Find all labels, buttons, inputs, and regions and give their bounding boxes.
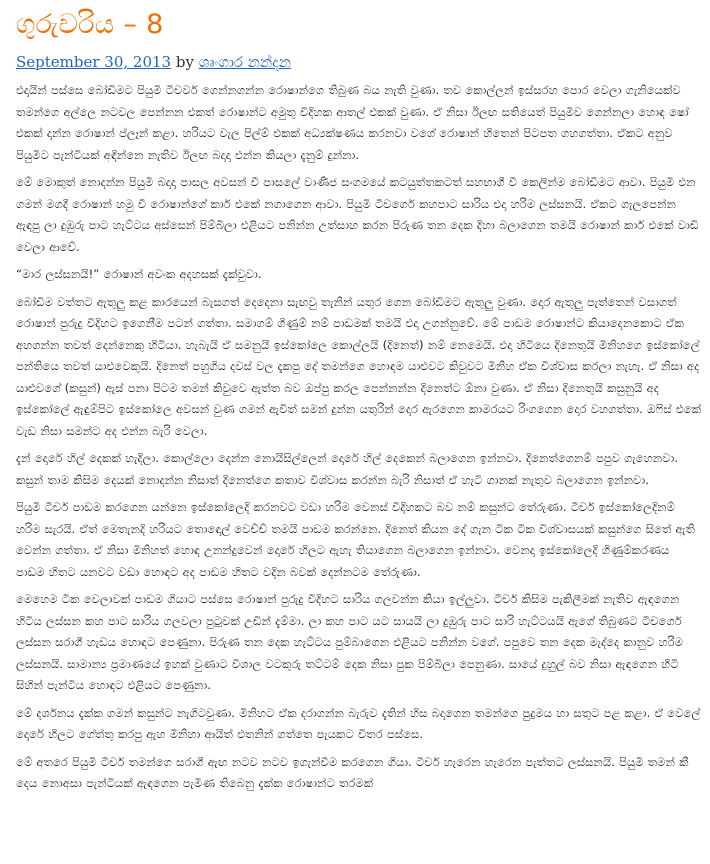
by-label: by	[175, 53, 194, 71]
paragraph: එදායින් පස්සෙ බෝඩිමට පියුමි ටීචර්ව ගෙන්නගන්න රොෂාන්ගෙ තිබුණ බය නැති වුණා. තව කොල්ලන් ඉස්සරහ පොර වෙලා ගැනියෙක්ව තමන්ගෙ අල්ලෙ නටවල පෙන්නන එකත් රොෂාන්ට අමුතු විදිහක ආතල් එකක් වුණා. ඒ නිසා ඊලඟ සතියෙත් පියුමිව ගෙන්නලා හොඳ ෂෝ එකක් දාන්න රොෂාන් ප්ලෑන් කළා. හරියට වැල පිල්ම් එකක් අධ්‍යක්ෂණය කරනවා වගේ රොෂාන් හිතෙන් පිටපත ගහගත්තා. ඒකට අනුව පියුමිට පැන්ටියක් අඳින්නෙ නැතිව ඊලඟ බදාදා එන්න කියලා දැනුම් දුන්නා.	[16, 83, 689, 162]
paragraph: දැන් දොරේ හිල් දෙකක් හැදිලා. කොල්ලො දෙන්න නොයිසිල්ලෙන් දොරේ හිල් දෙකෙන් බලාගෙන ඉන්නවා. දිනෙත්ගෙනම් පපුව ගැහෙනවා. කසුන් තාම කිසිම දෙයක් නොදන්න නිසාත් දිනෙත්ගෙ කතාව විශ්වාස කරන්න බැරි නිසාත් ඒ හැටි ගානක් නැතුව බලාගෙන ඉන්නවා.	[16, 451, 678, 487]
author-link[interactable]: ශෘංගාර නන්දන	[198, 53, 291, 71]
paragraph: “මාර ලස්සනයි!” රොෂාන් අවංක අදහසක් දැක්වුවා.	[16, 267, 262, 281]
post-body	[16, 80, 702, 795]
paragraph: පියුමි ටීචර් පාඩම කරගෙන යන්නෙ ඉස්කෝලෙදි කරනවට වඩා හරිම වෙනස් විදිහකට බව නම් කසුන්ට තේරුණා. ටීචර් ඉස්කෝලෙදිනම් හරිම සැරයි. ඒත් මෙතැනදි හරියට තොඳොල් වෙච්ච් තමයි පාඩම කරන්නෙ. දිනෙත් කියන දේ ගැන ටික ටික විශ්වාසයක් කසුන්ගෙ සිතේ ඇති වෙන්න ගත්තා. ඒ නිසා මිනිහත් හොඳ උනන්දුවෙන් දොරේ හිලට ඇහැ තියාගෙන බලාගෙන ඉන්නවා. වෙනදා ඉස්කෝලෙදි ගිණුම්කරණය පාඩම හිතට යනවට වඩා හොඳට අද පාඩම හිතට වදින බවක් දෙන්නටම තේරුණා.	[16, 500, 695, 579]
post-title: ගුරුචරිය – 8	[16, 9, 164, 40]
paragraph: මේ අතරෙ පියුමි ටීචර් තමන්ගෙ සරාගී ඇඟ නටව නටව ඉගැන්වීම කරගෙන ගියා. ටීචර් හැරෙන හැරෙන පැත්තට ලස්සනයි. පියුමි තමන් කී දෙය නොඅසා පැන්ටියක් ඇඳගෙන පැමිණ තිබෙනු දැක්ක රොෂාන්ට තරමක්	[16, 754, 689, 790]
paragraph: මෙහෙම ටික වෙලාවක් පාඩම ගියාට පස්සෙ රොෂාන් පුරුදු විදිහට සාරිය ගලවන්න කියා ඉල්ලුවා. ටීචර් කිසිම පැකිලීමක් නැතිව ඇඳගෙන හිටිය ලස්සන කහ පාට සාරිය ගලවලා පුටුවක් උඩින් දැම්මා. ලා කහ පාට යට සායයි ලා දුඹුරු පාට සාරි හැට්ටයයි ඇගේ තිබුණට ටීචර්ගෙ ලස්සන සරාගී හැඩය හොඳට පෙණුනා. පිරුණ තන දෙක හැට්ටය පුම්බාගෙන එළියට පනින්න වගේ. පපුවෙ තන දෙක මැද්දෙ කානුව හරිම ලස්සනයි. සාමාන්‍ය ප්‍රමාණයේ ඉහක් වුණාට විශාල වටකුරු තට්ටම් දෙක නිසා පුක පිම්බිලා පෙනුණා. සායේ දුහුල් බව නිසා ඇඳගෙන හිටි සිහින් පැන්ටිය හොඳට එළියට පෙණුනා.	[16, 592, 683, 692]
paragraph: බෝඩිම වත්තට ඇතුලු කළ කාරයෙන් බැසගත් දෙදෙනා සැඟවු තැනින් යතුර ගෙන බෝඩිමට ඇතුලු වුණා. දොර ඇතුලු පැත්තෙන් වසාගත් රොෂාන් පුරුදු විදිහට ඉගෙනීම පටන් ගත්තා. සමාගම් ගිණුම් නම් පාඩමක් තමයි එදා උගන්නුවේ. මේ පාඩම රොෂාන්ට කියාදෙනකොට ඒක අහගන්න තවත් දෙන්නෙකු හිටියා. හැබැයි ඒ සමනුයි ඉස්කෝලෙ කොල්ලයි (දිනෙත්) නම් නෙමෙයි. එදා හිටියෙ දිනෙතුයි මිනිහගෙ ඉස්කෝලේ පන්තියෙ තවත් යාළුවෙකුයි. දිනෙත් පහුගිය දවස් වල දැකපු දේ තමන්ගෙ හොඳම යාළුවට කිවුවට මිනිහ ඒක විශ්වාස කරලා නැහැ. ඒ නිසා අද යාළුවගේ (කසුන්) ඇස් පනා පිටම තමන් කිවුවෙ ඇත්ත බව ඔප්පු කරල පෙන්නන්න දිනෙත්ට ඕනා වුණා. ඒ නිසා දිනෙතුයි කසුනුයි අද ඉස්කෝලේ ඇඳුම්පිට ඉස්කෝලෙ අවසන් වුණ ගමන් ඇවිත් සමන් දුන්න යතුරින් දොර ඇරගෙන කාමරයට රිංගගෙන දොර වහගත්තා. ඔෆිස් එකේ වැඩ නිසා සමන්ට අද එන්න බැරි වෙලා.	[16, 294, 702, 438]
post-date-link[interactable]: September 30, 2013	[16, 53, 172, 71]
paragraph: මේ දර්ශනය දැක්ක ගමන් කසුන්ට නැගිටවුණා. මිනිහට ඒක දරාගන්න බැරුව දැතින් හිස බදාගෙන තමන්ගෙ පුදුමය හා සතුට පළ කළා. ඒ වෙලේ දොරේ හිලට ගේත්තු කරපු ඇහ මිනිහා ආයිත් එතනින් ගත්තෙ පැයකට විතර පස්සෙ.	[16, 705, 701, 741]
post-meta	[16, 52, 702, 72]
paragraph: මේ මොකුත් නොදන්න පියුමි බදාදා පාසල අවසන් වී පාසලේ වාණිජ සංගමයේ කටයුත්තකටත් සහභාගී වී කෙලින්ම බෝඩිමට ආවා. පියුමි එන ගමන් මගදී රොෂාන් හමු වී රොෂාන්ගේ කාර් එකේ නගාගෙන ආවා. පියුමි ටීචර්ගෙ කහපාට සාරිය එදා හරිම ලස්සනයි. ඒකට ගැලපෙන්න ඇඳපු ලා දුඹුරු පාට හැට්ටය අස්සෙන් පිම්බිලා එළියට පනින්න උත්සාහ කරන පිරුණ තන දෙක දිහා බලාගෙන තමයි රොෂාන් කාර් එකේ වාඩි වෙලා ආවේ.	[16, 175, 699, 254]
